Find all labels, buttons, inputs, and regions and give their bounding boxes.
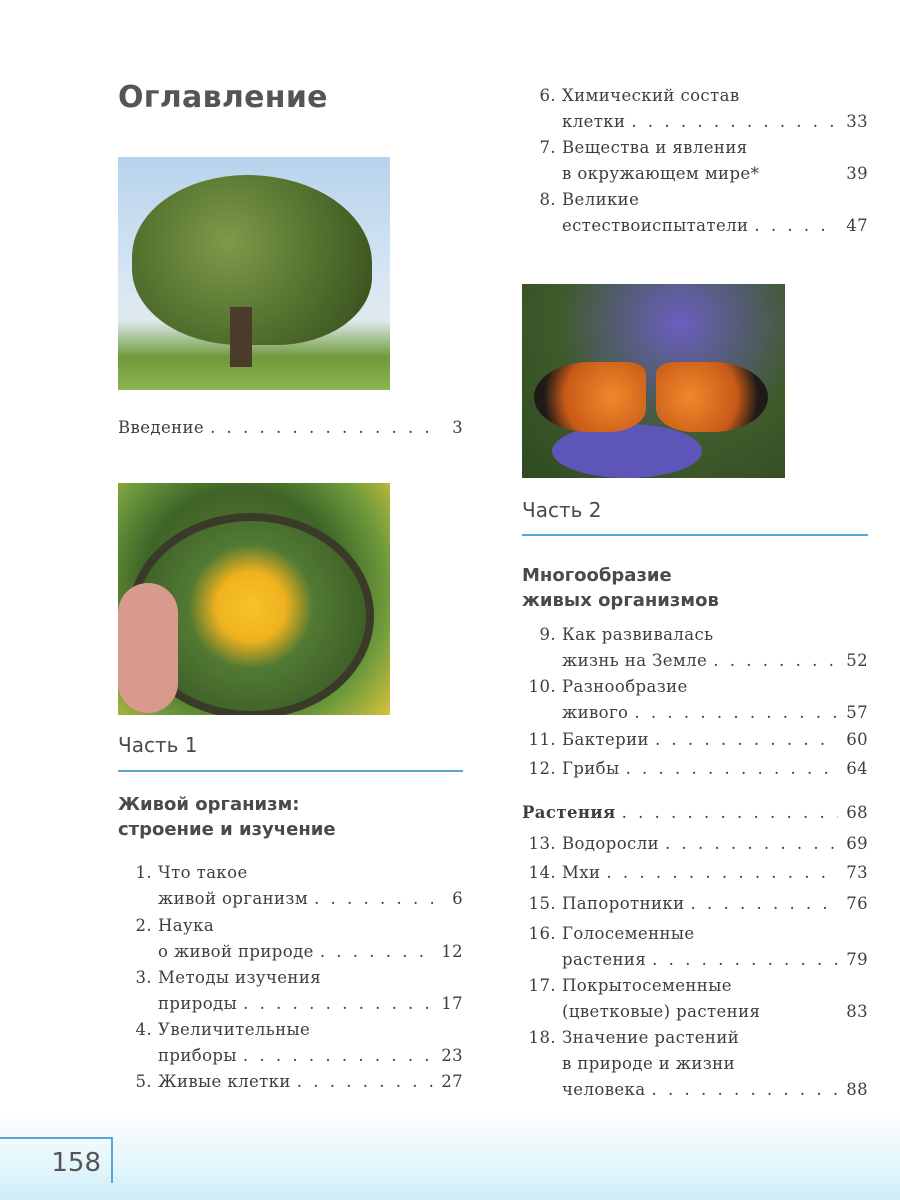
butterfly-photo	[522, 284, 785, 478]
toc-entry-page: 60	[846, 730, 868, 749]
toc-entry[interactable]	[522, 891, 868, 917]
toc-entry-number: 3.	[135, 968, 152, 987]
toc-entry-title: Как развивалась	[562, 625, 714, 644]
toc-entry-number: 18.	[528, 1028, 556, 1047]
toc-entry-title: клетки	[562, 112, 626, 131]
toc-entry-number: 10.	[528, 677, 556, 696]
toc-entry-title: о живой природе	[158, 942, 314, 961]
toc-entry[interactable]	[522, 800, 868, 826]
toc-entry[interactable]	[522, 135, 868, 187]
toc-entry-number: 12.	[528, 759, 556, 778]
heading-line: Живой организм:	[118, 794, 300, 815]
toc-entry-title: живого	[562, 703, 629, 722]
toc-entry-number: 4.	[135, 1020, 152, 1039]
part-2-heading	[522, 563, 719, 613]
toc-entry-page: 27	[441, 1072, 463, 1091]
toc-entry-title: Водоросли	[562, 834, 659, 853]
toc-entry-number: 15.	[528, 894, 556, 913]
toc-entry-page: 57	[846, 703, 868, 722]
toc-entry-title: Значение растений	[562, 1028, 740, 1047]
toc-entry-title: в окружающем мире*	[562, 164, 760, 183]
toc-entry-number: 9.	[539, 625, 556, 644]
toc-entry-number: 13.	[528, 834, 556, 853]
part-2-divider	[522, 534, 868, 536]
toc-entry-page: 23	[441, 1046, 463, 1065]
toc-entry-number: 16.	[528, 924, 556, 943]
toc-entry-title: Химический состав	[562, 86, 740, 105]
toc-entry-title: естествоиспытатели	[562, 216, 749, 235]
dot-leader	[606, 860, 838, 886]
toc-entry-title: Наука	[158, 916, 215, 935]
dot-leader	[243, 991, 433, 1017]
toc-entry-number: 11.	[528, 730, 556, 749]
dot-leader	[652, 947, 838, 973]
toc-entry-title: Грибы	[562, 759, 620, 778]
toc-entry[interactable]	[118, 913, 463, 965]
toc-entry-page: 88	[846, 1080, 868, 1099]
heading-line: строение и изучение	[118, 819, 336, 840]
dot-leader	[243, 1043, 433, 1069]
part-1-divider	[118, 770, 463, 772]
toc-entry-page: 79	[846, 950, 868, 969]
toc-entry-page: 68	[846, 803, 868, 822]
dot-leader	[631, 109, 838, 135]
toc-entry-title: живой организм	[158, 889, 309, 908]
toc-entry-title: Живые клетки	[158, 1072, 291, 1091]
toc-entry[interactable]	[522, 860, 868, 886]
toc-entry-page: 83	[846, 1002, 868, 1021]
toc-entry-page: 73	[846, 863, 868, 882]
toc-entry[interactable]	[522, 622, 868, 674]
part-1-heading	[118, 792, 336, 842]
dot-leader	[626, 756, 838, 782]
toc-entry[interactable]	[522, 83, 868, 135]
dot-leader	[713, 648, 838, 674]
toc-entry-page: 64	[846, 759, 868, 778]
toc-entry[interactable]	[118, 1069, 463, 1095]
toc-entry-title: Голосеменные	[562, 924, 695, 943]
dot-leader	[691, 891, 839, 917]
toc-entry-title: Увеличительные	[158, 1020, 311, 1039]
toc-entry-title: Введение	[118, 418, 205, 437]
toc-entry-page: 6	[452, 889, 463, 908]
toc-entry-title: Растения	[522, 803, 616, 822]
toc-entry-title: человека	[562, 1080, 646, 1099]
toc-entry-page: 33	[846, 112, 868, 131]
toc-entry-title: Что такое	[158, 863, 248, 882]
dot-leader	[297, 1069, 433, 1095]
toc-entry-title: Покрытосеменные	[562, 976, 732, 995]
toc-entry[interactable]	[522, 831, 868, 857]
toc-entry-number: 5.	[135, 1072, 152, 1091]
toc-entry-title: Мхи	[562, 863, 601, 882]
toc-entry[interactable]	[118, 965, 463, 1017]
toc-entry[interactable]	[522, 674, 868, 726]
oak-tree-photo	[118, 157, 390, 390]
toc-entry-number: 1.	[135, 863, 152, 882]
toc-entry-number: 6.	[539, 86, 556, 105]
toc-entry-number: 14.	[528, 863, 556, 882]
toc-entry-number: 8.	[539, 190, 556, 209]
toc-entry-number: 17.	[528, 976, 556, 995]
toc-entry-title: Методы изучения	[158, 968, 322, 987]
toc-entry-title: приборы	[158, 1046, 237, 1065]
toc-entry-title: Вещества и явления	[562, 138, 748, 157]
toc-entry-page: 47	[846, 216, 868, 235]
toc-entry[interactable]	[118, 415, 463, 441]
part-2-label: Часть 2	[522, 498, 602, 522]
toc-entry-page: 3	[452, 418, 463, 437]
dot-leader	[210, 415, 433, 441]
dot-leader	[634, 700, 838, 726]
toc-entry-number: 2.	[135, 916, 152, 935]
heading-line: Многообразие	[522, 565, 672, 586]
dot-leader	[320, 939, 433, 965]
toc-entry-title: (цветковые) растения	[562, 1002, 761, 1021]
dot-leader	[314, 886, 433, 912]
dot-leader	[655, 727, 838, 753]
dandelion-magnifier-photo	[118, 483, 390, 715]
toc-entry-page: 39	[846, 164, 868, 183]
toc-entry-title: растения	[562, 950, 647, 969]
heading-line: живых организмов	[522, 590, 719, 611]
toc-entry-title: Папоротники	[562, 894, 685, 913]
toc-entry-title: жизнь на Земле	[562, 651, 708, 670]
toc-entry[interactable]	[522, 1025, 868, 1103]
toc-entry-title: Бактерии	[562, 730, 649, 749]
toc-entry-page: 76	[846, 894, 868, 913]
dot-leader	[622, 800, 838, 826]
toc-entry-title: Разнообразие	[562, 677, 688, 696]
toc-entry[interactable]	[118, 860, 463, 912]
page-number: 158	[0, 1137, 113, 1183]
toc-entry[interactable]	[522, 921, 868, 973]
page-title: Оглавление	[118, 80, 328, 115]
toc-entry-page: 52	[846, 651, 868, 670]
toc-entry-number: 7.	[539, 138, 556, 157]
toc-entry[interactable]	[522, 973, 868, 1025]
toc-entry[interactable]	[522, 756, 868, 782]
dot-leader	[652, 1077, 839, 1103]
dot-leader	[665, 831, 838, 857]
dot-leader	[754, 213, 838, 239]
toc-entry[interactable]	[522, 727, 868, 753]
toc-entry-page: 17	[441, 994, 463, 1013]
toc-entry[interactable]	[522, 187, 868, 239]
toc-entry[interactable]	[118, 1017, 463, 1069]
toc-entry-page: 69	[846, 834, 868, 853]
part-1-label: Часть 1	[118, 733, 198, 757]
toc-entry-title: Великие	[562, 190, 640, 209]
toc-entry-title: в природе и жизни	[562, 1054, 735, 1073]
toc-entry-page: 12	[441, 942, 463, 961]
toc-entry-title: природы	[158, 994, 238, 1013]
